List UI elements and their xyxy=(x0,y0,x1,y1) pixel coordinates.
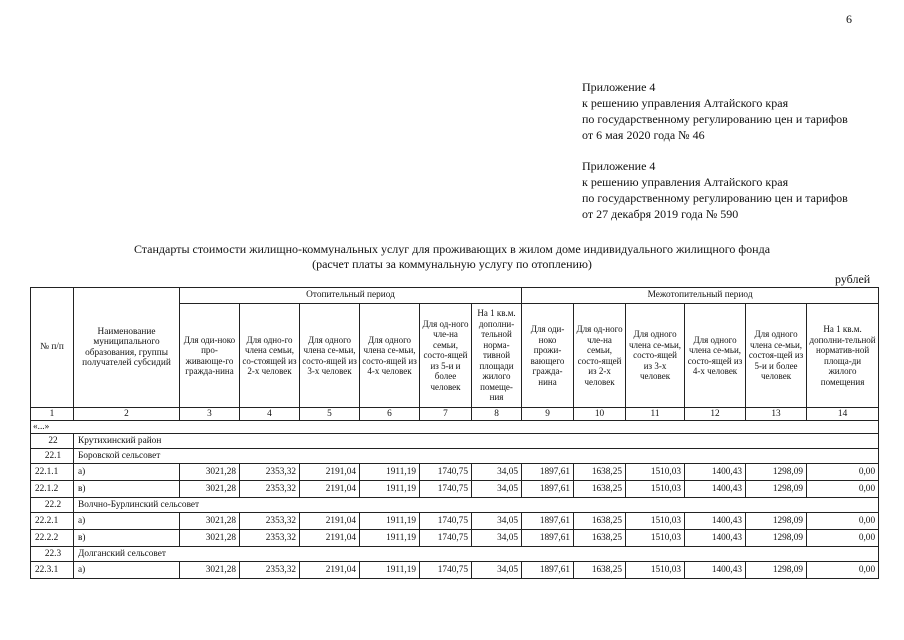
column-number: 1 xyxy=(31,408,74,421)
value-cell: 1911,19 xyxy=(360,530,420,547)
value-cell: 1638,25 xyxy=(574,530,626,547)
section-name: Долганский сельсовет xyxy=(74,547,879,562)
column-number: 10 xyxy=(574,408,626,421)
table-row xyxy=(31,530,879,547)
value-cell: 1510,03 xyxy=(626,464,685,481)
column-number: 7 xyxy=(420,408,472,421)
row-code: 22.2.1 xyxy=(31,513,74,530)
section-name: Крутихинский район xyxy=(74,434,879,449)
appendix-line: к решению управления Алтайского края xyxy=(582,96,789,110)
value-cell: 3021,28 xyxy=(180,464,240,481)
value-cell: 2353,32 xyxy=(240,513,300,530)
value-cell: 3021,28 xyxy=(180,481,240,498)
header-nonheating-col: Для одного члена се-мьи, состоя-щей из 5-и и более человек xyxy=(746,304,807,408)
group-name: в) xyxy=(74,481,180,498)
row-code: 22.2.2 xyxy=(31,530,74,547)
value-cell: 34,05 xyxy=(472,464,522,481)
value-cell: 2353,32 xyxy=(240,562,300,579)
header-nonheating-col: Для одного члена се-мьи, состо-ящей из 3-х человек xyxy=(626,304,685,408)
value-cell: 2191,04 xyxy=(300,530,360,547)
value-cell: 1510,03 xyxy=(626,530,685,547)
row-code: 22.1 xyxy=(31,449,74,464)
value-cell: 1911,19 xyxy=(360,513,420,530)
value-cell: 1400,43 xyxy=(685,481,746,498)
value-cell: 0,00 xyxy=(807,562,879,579)
section-name: Волчно-Бурлинский сельсовет xyxy=(74,498,879,513)
value-cell: 1740,75 xyxy=(420,481,472,498)
value-cell: 1298,09 xyxy=(746,464,807,481)
value-cell: 3021,28 xyxy=(180,530,240,547)
column-number: 11 xyxy=(626,408,685,421)
column-number: 14 xyxy=(807,408,879,421)
appendix-line: Приложение 4 xyxy=(582,80,656,94)
value-cell: 1740,75 xyxy=(420,513,472,530)
appendix-line: по государственному регулированию цен и тарифов xyxy=(582,191,848,205)
title-line: Стандарты стоимости жилищно-коммунальных услуг для проживающих в жилом доме индивидуального жилищного фонда xyxy=(133,242,771,256)
value-cell: 1740,75 xyxy=(420,530,472,547)
value-cell: 3021,28 xyxy=(180,513,240,530)
table-body xyxy=(31,408,879,579)
row-code: 22.1.2 xyxy=(31,481,74,498)
header-name: Наименование муниципального образования, группы получателей субсидий xyxy=(74,288,180,408)
value-cell: 34,05 xyxy=(472,562,522,579)
value-cell: 1638,25 xyxy=(574,464,626,481)
value-cell: 2191,04 xyxy=(300,481,360,498)
value-cell: 2353,32 xyxy=(240,464,300,481)
omission-mark: «...» xyxy=(31,421,879,434)
table-row xyxy=(31,464,879,481)
section-row xyxy=(31,434,879,449)
value-cell: 1911,19 xyxy=(360,464,420,481)
row-code: 22.2 xyxy=(31,498,74,513)
column-number-row xyxy=(31,408,879,421)
value-cell: 1897,61 xyxy=(522,562,574,579)
value-cell: 1510,03 xyxy=(626,481,685,498)
column-number: 4 xyxy=(240,408,300,421)
value-cell: 2353,32 xyxy=(240,481,300,498)
row-code: 22.3.1 xyxy=(31,562,74,579)
value-cell: 1298,09 xyxy=(746,562,807,579)
value-cell: 34,05 xyxy=(472,481,522,498)
value-cell: 2353,32 xyxy=(240,530,300,547)
row-code: 22 xyxy=(31,434,74,449)
page-number: 6 xyxy=(846,12,852,26)
currency-units: рублей xyxy=(835,272,871,286)
section-name: Боровской сельсовет xyxy=(74,449,879,464)
value-cell: 1298,09 xyxy=(746,513,807,530)
appendix-line: к решению управления Алтайского края xyxy=(582,175,789,189)
omission-row xyxy=(31,421,879,434)
value-cell: 1298,09 xyxy=(746,530,807,547)
header-heating-col: Для од-ного чле-на семьи, состо-ящей из 5-и и более человек xyxy=(420,304,472,408)
value-cell: 1638,25 xyxy=(574,562,626,579)
value-cell: 0,00 xyxy=(807,464,879,481)
table-row xyxy=(31,481,879,498)
document-title xyxy=(0,242,904,272)
header-num: № п/п xyxy=(31,288,74,408)
header-row-periods xyxy=(31,288,879,304)
value-cell: 0,00 xyxy=(807,481,879,498)
value-cell: 1400,43 xyxy=(685,530,746,547)
value-cell: 1911,19 xyxy=(360,481,420,498)
header-nonheating-col: На 1 кв.м. дополни-тельной норматив-ной площа-ди жилого помещения xyxy=(807,304,879,408)
value-cell: 2191,04 xyxy=(300,513,360,530)
column-number: 6 xyxy=(360,408,420,421)
table-row xyxy=(31,562,879,579)
column-number: 12 xyxy=(685,408,746,421)
value-cell: 1510,03 xyxy=(626,562,685,579)
column-number: 2 xyxy=(74,408,180,421)
value-cell: 34,05 xyxy=(472,530,522,547)
header-nonheating-period: Межотопительный период xyxy=(522,288,879,304)
value-cell: 0,00 xyxy=(807,513,879,530)
value-cell: 1740,75 xyxy=(420,464,472,481)
value-cell: 1400,43 xyxy=(685,513,746,530)
group-name: а) xyxy=(74,513,180,530)
appendix-note-current xyxy=(582,79,848,143)
value-cell: 1740,75 xyxy=(420,562,472,579)
group-name: а) xyxy=(74,464,180,481)
table-row xyxy=(31,513,879,530)
row-code: 22.3 xyxy=(31,547,74,562)
value-cell: 2191,04 xyxy=(300,464,360,481)
row-code: 22.1.1 xyxy=(31,464,74,481)
header-heating-col: На 1 кв.м. дополни-тельной норма-тивной площади жилого помеще-ния xyxy=(472,304,522,408)
header-heating-col: Для оди-ноко про-живающе-го гражда-нина xyxy=(180,304,240,408)
section-row xyxy=(31,547,879,562)
standards-table xyxy=(30,287,879,579)
value-cell: 0,00 xyxy=(807,530,879,547)
column-number: 3 xyxy=(180,408,240,421)
section-row xyxy=(31,449,879,464)
header-nonheating-col: Для оди-ноко прожи-вающего гражда-нина xyxy=(522,304,574,408)
header-nonheating-col: Для одного члена се-мьи, состо-ящей из 4-х человек xyxy=(685,304,746,408)
value-cell: 1897,61 xyxy=(522,464,574,481)
appendix-line: по государственному регулированию цен и тарифов xyxy=(582,112,848,126)
header-heating-period: Отопительный период xyxy=(180,288,522,304)
appendix-line: Приложение 4 xyxy=(582,159,656,173)
title-subline: (расчет платы за коммунальную услугу по отоплению) xyxy=(312,257,592,271)
column-number: 9 xyxy=(522,408,574,421)
value-cell: 1897,61 xyxy=(522,530,574,547)
column-number: 13 xyxy=(746,408,807,421)
appendix-line: от 27 декабря 2019 года № 590 xyxy=(582,207,739,221)
section-row xyxy=(31,498,879,513)
value-cell: 1298,09 xyxy=(746,481,807,498)
column-number: 8 xyxy=(472,408,522,421)
value-cell: 1897,61 xyxy=(522,481,574,498)
column-number: 5 xyxy=(300,408,360,421)
value-cell: 1400,43 xyxy=(685,464,746,481)
value-cell: 1638,25 xyxy=(574,481,626,498)
header-heating-col: Для одного члена се-мьи, состо-ящей из 3-х человек xyxy=(300,304,360,408)
group-name: в) xyxy=(74,530,180,547)
header-nonheating-col: Для од-ного чле-на семьи, состо-ящей из 2-х человек xyxy=(574,304,626,408)
appendix-line: от 6 мая 2020 года № 46 xyxy=(582,128,705,142)
value-cell: 1897,61 xyxy=(522,513,574,530)
value-cell: 1510,03 xyxy=(626,513,685,530)
value-cell: 3021,28 xyxy=(180,562,240,579)
value-cell: 1911,19 xyxy=(360,562,420,579)
value-cell: 34,05 xyxy=(472,513,522,530)
value-cell: 2191,04 xyxy=(300,562,360,579)
value-cell: 1400,43 xyxy=(685,562,746,579)
header-heating-col: Для одного члена се-мьи, состо-ящей из 4-х человек xyxy=(360,304,420,408)
value-cell: 1638,25 xyxy=(574,513,626,530)
header-heating-col: Для одно-го члена семьи, со-стоящей из 2-х человек xyxy=(240,304,300,408)
group-name: а) xyxy=(74,562,180,579)
appendix-note-previous xyxy=(582,158,848,222)
